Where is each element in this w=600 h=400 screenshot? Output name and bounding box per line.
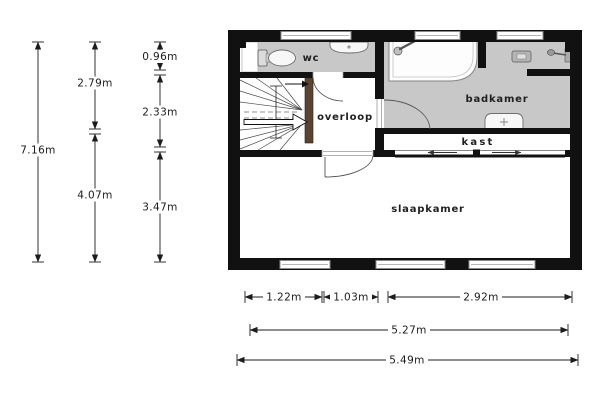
dim-label: 2.92m [463,291,499,304]
sliding-door-center-post [473,150,480,156]
window-bottom-1 [280,261,330,269]
stair-railing [305,78,313,143]
dim-label: 4.07m [77,189,113,202]
room-label-wc: wc [302,53,320,64]
bathtub-fixture [389,37,477,81]
wall-tub-stub [478,42,486,68]
dim-overloop-width [324,291,378,304]
wall-corner-step [240,42,246,48]
dim-badkamer-width [388,291,572,304]
stairs [240,78,313,150]
dimensions-left [17,42,181,262]
wall-corner-pilaster [565,42,582,52]
dim-label: 1.03m [333,291,369,304]
wall-slaapkamer-north-right [565,150,582,157]
dim-lower-left [74,134,116,262]
stair-direction-arrow [244,114,307,130]
room-label-kast: kast [461,137,495,148]
wall-shower-halfwall [527,69,570,76]
toilet-fixture [258,50,296,66]
dim-label: 2.79m [77,77,113,90]
dim-upper-left [74,42,116,129]
room-label-badkamer: badkamer [465,94,529,105]
dim-landing-depth [139,75,181,147]
window-top-2 [415,32,460,40]
dim-bedroom-depth [139,152,181,262]
wall-badkamer-kast [384,128,570,134]
room-label-slaapkamer: slaapkamer [391,204,465,215]
window-bottom-3 [469,261,535,269]
dim-label: 3.47m [142,201,178,214]
dim-label: 1.22m [266,291,302,304]
dim-label: 2.33m [142,106,178,119]
dim-wc-depth [139,42,181,70]
dimensions-bottom [237,291,578,367]
dim-label: 7.16m [20,144,56,157]
vent-grille-fixture [512,51,531,62]
wall-wc-south [240,72,384,78]
dim-inner-width [250,324,568,337]
window-bottom-2 [376,261,445,269]
dim-label: 5.49m [389,354,425,367]
dim-total-height [17,42,59,262]
dim-stairs-width [245,291,322,304]
wall-left [228,30,240,270]
dim-label: 5.27m [391,324,427,337]
room-label-overloop: overloop [317,112,373,123]
dim-total-width [237,354,578,367]
window-top-1 [281,32,351,40]
window-top-3 [497,32,543,40]
kast-sliding-doors [395,149,565,158]
dim-label: 0.96m [142,51,178,63]
wash-basin-fixture [485,114,523,131]
